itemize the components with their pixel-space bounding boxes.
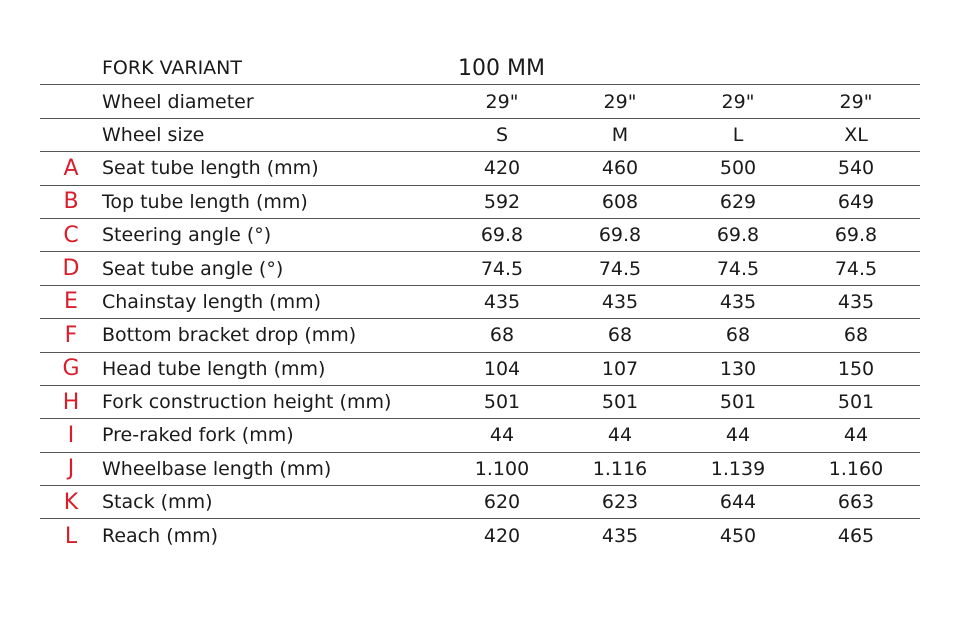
row-value-l: 644 — [719, 491, 757, 514]
row-letter: C — [63, 222, 79, 248]
wheel-diameter-m: 29" — [603, 90, 637, 113]
row-label: Bottom bracket drop (mm) — [102, 324, 357, 347]
row-letter: A — [63, 155, 79, 181]
row-value-s: 420 — [483, 157, 521, 180]
row-value-l: 68 — [725, 324, 751, 347]
row-value-s: 435 — [483, 290, 521, 313]
row-value-m: 460 — [601, 157, 639, 180]
row-letter: J — [67, 456, 75, 482]
size-header-m: M — [611, 123, 629, 146]
row-value-s: 620 — [483, 491, 521, 514]
row-label: Pre-raked fork (mm) — [102, 424, 294, 447]
wheel-diameter-l: 29" — [721, 90, 755, 113]
row-value-l: 1.139 — [710, 457, 766, 480]
row-label: Stack (mm) — [102, 491, 213, 514]
row-value-l: 130 — [719, 357, 757, 380]
row-value-xl: 69.8 — [834, 224, 878, 247]
size-header-xl: XL — [844, 123, 868, 146]
row-value-m: 623 — [601, 491, 639, 514]
table-row — [40, 286, 920, 319]
row-letter: K — [63, 489, 79, 515]
row-label: Fork construction height (mm) — [102, 391, 392, 414]
table-row — [40, 319, 920, 352]
row-value-xl: 150 — [837, 357, 875, 380]
fork-variant-label: FORK VARIANT — [102, 57, 242, 80]
row-value-s: 68 — [489, 324, 515, 347]
row-value-m: 68 — [607, 324, 633, 347]
row-value-m: 435 — [601, 525, 639, 548]
wheel-size-row — [40, 119, 920, 152]
row-value-m: 501 — [601, 391, 639, 414]
wheel-diameter-xl: 29" — [839, 90, 873, 113]
row-value-l: 44 — [725, 424, 751, 447]
row-letter: L — [64, 523, 78, 549]
measurement-rows — [40, 152, 920, 553]
row-label: Wheelbase length (mm) — [102, 457, 332, 480]
row-value-s: 1.100 — [474, 457, 530, 480]
table-row — [40, 386, 920, 419]
row-label: Chainstay length (mm) — [102, 290, 321, 313]
row-value-xl: 465 — [837, 525, 875, 548]
row-value-m: 107 — [601, 357, 639, 380]
row-value-s: 69.8 — [480, 224, 524, 247]
geometry-table — [40, 52, 920, 553]
wheel-diameter-row — [40, 85, 920, 118]
row-value-s: 420 — [483, 525, 521, 548]
row-value-s: 44 — [489, 424, 515, 447]
row-letter: B — [63, 189, 79, 215]
row-value-l: 435 — [719, 290, 757, 313]
row-value-s: 74.5 — [480, 257, 524, 280]
row-value-s: 592 — [483, 190, 521, 213]
row-value-xl: 44 — [843, 424, 869, 447]
row-value-s: 104 — [483, 357, 521, 380]
size-header-s: S — [495, 123, 509, 146]
row-value-xl: 540 — [837, 157, 875, 180]
fork-variant-row — [40, 52, 920, 85]
row-letter: G — [62, 356, 80, 382]
row-letter: F — [64, 322, 78, 348]
table-row — [40, 519, 920, 552]
row-value-m: 69.8 — [598, 224, 642, 247]
table-row — [40, 486, 920, 519]
fork-variant-value: 100 MM — [458, 55, 545, 81]
row-label: Seat tube length (mm) — [102, 157, 319, 180]
row-label: Seat tube angle (°) — [102, 257, 284, 280]
wheel-size-label: Wheel size — [102, 123, 205, 146]
row-value-m: 608 — [601, 190, 639, 213]
row-value-m: 74.5 — [598, 257, 642, 280]
row-value-xl: 435 — [837, 290, 875, 313]
table-row — [40, 219, 920, 252]
row-value-l: 629 — [719, 190, 757, 213]
row-value-l: 450 — [719, 525, 757, 548]
table-row — [40, 252, 920, 285]
row-value-l: 69.8 — [716, 224, 760, 247]
row-label: Head tube length (mm) — [102, 357, 326, 380]
row-letter: E — [64, 289, 78, 315]
row-value-xl: 501 — [837, 391, 875, 414]
row-value-xl: 74.5 — [834, 257, 878, 280]
wheel-diameter-label: Wheel diameter — [102, 90, 254, 113]
table-row — [40, 353, 920, 386]
row-value-m: 435 — [601, 290, 639, 313]
wheel-diameter-s: 29" — [485, 90, 519, 113]
row-letter: H — [62, 389, 80, 415]
row-value-l: 74.5 — [716, 257, 760, 280]
row-value-xl: 663 — [837, 491, 875, 514]
row-value-xl: 1.160 — [828, 457, 884, 480]
row-label: Steering angle (°) — [102, 224, 272, 247]
row-label: Reach (mm) — [102, 525, 219, 548]
row-letter: I — [67, 422, 75, 448]
table-row — [40, 453, 920, 486]
table-row — [40, 152, 920, 185]
row-value-m: 44 — [607, 424, 633, 447]
row-value-l: 501 — [719, 391, 757, 414]
table-row — [40, 186, 920, 219]
row-value-m: 1.116 — [592, 457, 648, 480]
row-label: Top tube length (mm) — [102, 190, 308, 213]
size-header-l: L — [732, 123, 744, 146]
table-row — [40, 419, 920, 452]
row-value-xl: 649 — [837, 190, 875, 213]
row-value-l: 500 — [719, 157, 757, 180]
row-letter: D — [62, 256, 80, 282]
row-value-xl: 68 — [843, 324, 869, 347]
row-value-s: 501 — [483, 391, 521, 414]
